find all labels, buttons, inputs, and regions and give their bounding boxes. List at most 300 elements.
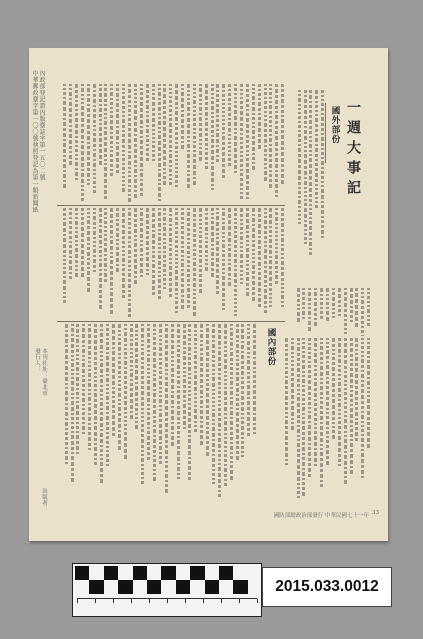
text-glyph [75,254,78,258]
section-heading-domestic: 國內部份 [266,328,276,366]
text-column [263,208,268,318]
text-glyph [367,315,370,317]
text-glyph [181,145,184,149]
text-glyph [183,400,186,402]
text-glyph [169,182,172,185]
text-glyph [158,267,161,269]
text-glyph [152,260,155,262]
text-glyph [63,286,66,290]
text-glyph [181,104,184,108]
text-glyph [211,93,214,95]
text-glyph [246,260,249,262]
text-column [92,84,97,202]
text-glyph [218,454,221,457]
text-glyph [76,401,79,403]
text-glyph [104,279,107,282]
text-glyph [297,415,300,418]
text-glyph [82,408,85,410]
text-glyph [285,353,288,356]
text-glyph [193,106,196,108]
text-glyph [302,302,305,305]
text-glyph [140,126,143,128]
text-glyph [104,212,107,215]
text-glyph [216,280,219,284]
text-glyph [87,131,90,134]
text-glyph [69,102,72,106]
text-glyph [205,107,208,110]
text-glyph [87,226,90,229]
text-glyph [302,311,305,315]
text-glyph [158,113,161,115]
text-glyph [230,363,233,365]
text-glyph [65,339,68,343]
text-glyph [269,271,272,275]
text-glyph [118,342,121,345]
text-glyph [122,246,125,248]
text-glyph [216,216,219,220]
text-glyph [240,155,243,157]
text-glyph [355,338,358,342]
text-glyph [169,109,172,112]
text-glyph [361,470,364,474]
text-glyph [314,313,317,316]
text-glyph [234,269,237,271]
text-glyph [269,154,272,157]
text-glyph [264,154,267,156]
text-glyph [130,324,133,326]
text-glyph [82,345,85,347]
text-glyph [216,222,219,226]
text-glyph [116,109,119,112]
text-glyph [193,262,196,266]
page-number: 33 [372,510,379,516]
text-glyph [200,421,203,423]
text-glyph [344,323,347,326]
text-glyph [134,149,137,153]
text-glyph [158,212,161,216]
text-glyph [69,161,72,165]
text-glyph [241,361,244,364]
text-glyph [81,179,84,183]
text-glyph [169,238,172,242]
text-glyph [94,357,97,360]
text-glyph [240,265,243,268]
text-glyph [99,235,102,238]
text-glyph [205,208,208,211]
text-glyph [304,90,307,93]
text-glyph [205,237,208,239]
text-glyph [240,246,243,248]
text-column [76,324,81,498]
text-glyph [110,252,113,254]
text-glyph [332,353,335,355]
text-glyph [216,212,219,214]
text-glyph [163,181,166,185]
text-glyph [93,120,96,123]
text-glyph [158,199,161,201]
text-glyph [169,208,172,212]
text-glyph [367,411,370,415]
text-glyph [355,402,358,405]
text-glyph [302,371,305,373]
text-glyph [93,169,96,171]
text-glyph [228,220,231,224]
text-glyph [298,121,301,123]
text-glyph [264,123,267,127]
text-glyph [315,124,318,127]
text-glyph [320,432,323,436]
text-glyph [118,403,121,405]
text-glyph [314,418,317,421]
text-glyph [222,94,225,97]
text-glyph [71,359,74,361]
text-glyph [205,233,208,235]
text-glyph [141,439,144,443]
text-glyph [187,124,190,128]
text-glyph [222,208,225,210]
text-glyph [104,273,107,277]
text-glyph [99,133,102,136]
text-glyph [315,154,318,157]
text-glyph [169,278,172,281]
text-glyph [275,261,278,264]
text-glyph [355,317,358,321]
text-glyph [194,425,197,427]
text-glyph [308,421,311,423]
text-glyph [240,84,243,87]
text-glyph [94,438,97,441]
text-glyph [147,339,150,343]
text-glyph [87,168,90,171]
text-glyph [110,115,113,118]
text-glyph [309,238,312,240]
text-glyph [302,317,305,319]
text-glyph [234,240,237,243]
text-glyph [200,416,203,419]
text-glyph [99,290,102,293]
text-glyph [200,344,203,346]
text-glyph [269,92,272,95]
text-glyph [302,355,305,358]
text-glyph [218,396,221,398]
text-glyph [367,356,370,358]
text-glyph [222,226,225,230]
text-glyph [163,150,166,154]
text-glyph [236,344,239,348]
text-glyph [169,105,172,107]
text-glyph [298,210,301,212]
text-glyph [100,474,103,477]
text-column [263,84,268,202]
text-glyph [236,359,239,361]
text-glyph [69,266,72,270]
text-glyph [128,123,131,126]
text-glyph [285,344,288,347]
text-glyph [236,446,239,449]
text-glyph [247,336,250,339]
text-glyph [281,238,284,242]
text-glyph [146,105,149,109]
text-glyph [104,113,107,115]
text-glyph [321,152,324,155]
text-glyph [104,243,107,246]
text-glyph [128,89,131,93]
text-glyph [264,289,267,293]
text-glyph [264,236,267,239]
text-glyph [169,92,172,94]
text-glyph [122,295,125,298]
text-glyph [222,136,225,140]
text-glyph [163,144,166,148]
text-glyph [69,88,72,90]
text-glyph [122,172,125,174]
text-glyph [128,290,131,292]
text-glyph [264,139,267,143]
text-glyph [218,335,221,339]
text-glyph [194,330,197,332]
text-glyph [297,439,300,441]
text-glyph [88,351,91,355]
text-glyph [246,292,249,296]
text-glyph [222,169,225,173]
text-glyph [193,301,196,304]
text-glyph [99,84,102,86]
text-glyph [124,324,127,326]
text-glyph [71,435,74,439]
text-glyph [140,212,143,216]
text-glyph [315,110,318,112]
text-glyph [315,179,318,182]
text-glyph [110,164,113,167]
text-glyph [124,344,127,346]
text-glyph [309,154,312,156]
text-glyph [175,146,178,149]
text-glyph [253,417,256,421]
text-glyph [75,217,78,219]
text-glyph [367,319,370,321]
text-glyph [163,287,166,289]
text-glyph [175,180,178,183]
text-glyph [355,422,358,425]
text-glyph [258,230,261,234]
text-glyph [93,259,96,263]
text-glyph [159,358,162,360]
text-glyph [87,258,90,260]
text-glyph [188,439,191,443]
text-glyph [122,125,125,128]
text-glyph [332,373,335,376]
text-glyph [309,115,312,118]
text-glyph [326,361,329,363]
text-glyph [71,381,74,385]
text-glyph [106,446,109,448]
text-glyph [100,333,103,337]
text-glyph [338,454,341,457]
text-glyph [69,231,72,234]
text-glyph [246,254,249,258]
text-glyph [253,385,256,388]
text-glyph [146,135,149,137]
text-glyph [236,429,239,433]
text-glyph [205,112,208,116]
text-glyph [264,119,267,121]
text-glyph [81,102,84,104]
text-glyph [163,168,166,170]
text-column [86,84,91,202]
text-glyph [93,270,96,272]
text-glyph [234,142,237,146]
text-glyph [361,335,364,336]
checker-cell [233,566,247,580]
text-glyph [285,412,288,414]
text-column [361,288,366,336]
text-glyph [216,129,219,131]
text-glyph [188,386,191,388]
text-glyph [135,417,138,419]
text-glyph [246,197,249,199]
text-glyph [350,379,353,383]
text-glyph [269,138,272,142]
text-glyph [158,218,161,221]
text-glyph [332,422,335,424]
text-glyph [269,120,272,123]
text-glyph [269,184,272,188]
text-glyph [104,127,107,129]
text-glyph [93,216,96,220]
text-glyph [326,427,329,429]
text-glyph [147,412,150,415]
text-glyph [158,163,161,167]
text-glyph [253,351,256,355]
text-glyph [246,84,249,87]
text-glyph [140,163,143,167]
text-column [198,208,203,318]
text-glyph [326,381,329,384]
text-glyph [175,266,178,268]
text-glyph [344,349,347,353]
text-glyph [350,343,353,346]
text-glyph [320,307,323,309]
text-glyph [338,436,341,440]
text-glyph [194,415,197,419]
text-glyph [152,240,155,244]
text-column [168,208,173,318]
text-glyph [71,369,74,371]
text-glyph [314,318,317,320]
text-column [145,84,150,202]
text-glyph [212,454,215,456]
text-glyph [193,100,196,104]
text-column [302,288,307,336]
text-glyph [297,384,300,387]
text-glyph [177,376,180,378]
text-glyph [236,324,239,327]
text-glyph [177,446,180,449]
text-glyph [134,194,137,198]
text-glyph [81,250,84,254]
text-glyph [99,123,102,125]
text-glyph [258,251,261,255]
text-glyph [228,226,231,230]
text-glyph [199,284,202,287]
text-glyph [147,408,150,410]
text-glyph [302,379,305,383]
text-glyph [65,428,68,430]
text-glyph [246,130,249,133]
text-glyph [252,261,255,263]
text-glyph [69,155,72,159]
text-glyph [230,348,233,350]
text-glyph [158,121,161,125]
text-glyph [269,301,272,303]
text-glyph [269,245,272,248]
text-glyph [188,362,191,365]
text-glyph [320,444,323,446]
text-glyph [211,208,214,211]
text-glyph [65,456,68,460]
text-column [302,338,307,498]
text-glyph [269,235,272,237]
text-glyph [247,356,250,358]
text-glyph [194,371,197,373]
text-glyph [320,452,323,456]
text-glyph [321,157,324,159]
text-glyph [281,147,284,150]
text-glyph [181,92,184,96]
text-glyph [338,309,341,312]
text-glyph [165,373,168,375]
text-glyph [128,241,131,243]
text-glyph [193,154,196,157]
text-glyph [344,338,347,341]
text-glyph [222,119,225,121]
text-glyph [153,416,156,418]
text-glyph [211,268,214,271]
text-glyph [367,381,370,385]
text-glyph [99,88,102,91]
text-glyph [141,348,144,350]
text-glyph [230,358,233,361]
text-glyph [141,472,144,475]
text-glyph [88,328,91,332]
text-glyph [81,112,84,116]
text-glyph [211,145,214,148]
text-column [251,208,256,318]
text-glyph [222,164,225,167]
text-glyph [315,201,318,203]
text-glyph [153,370,156,372]
text-glyph [194,338,197,341]
text-glyph [205,133,208,136]
text-glyph [169,253,172,256]
text-glyph [193,234,196,237]
text-glyph [106,427,109,430]
text-glyph [252,92,255,94]
text-glyph [320,392,323,395]
text-glyph [94,340,97,344]
text-glyph [152,137,155,139]
text-glyph [241,455,244,457]
text-glyph [194,401,197,403]
text-glyph [112,357,115,361]
text-glyph [297,343,300,345]
text-glyph [100,379,103,383]
text-glyph [146,100,149,103]
text-glyph [193,278,196,281]
text-glyph [236,355,239,357]
text-glyph [321,216,324,218]
text-glyph [187,107,190,111]
